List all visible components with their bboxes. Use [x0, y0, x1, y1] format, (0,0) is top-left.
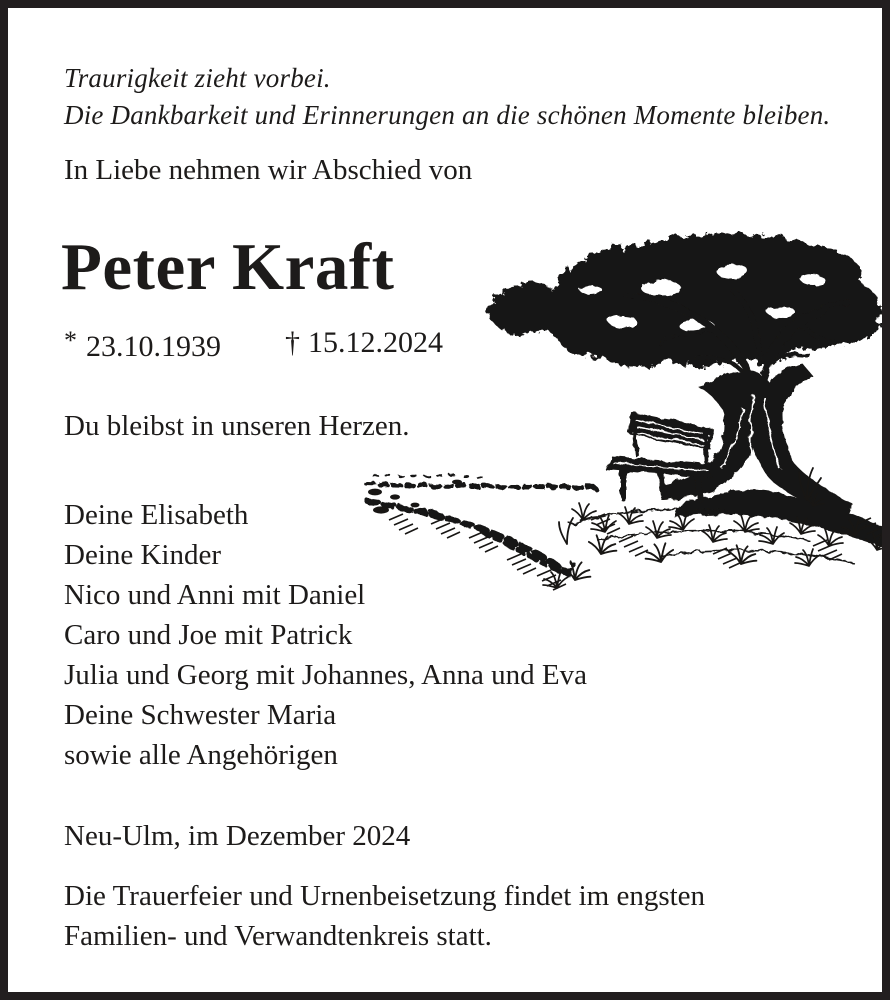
funeral-notice [64, 876, 705, 956]
birth-star-symbol: * [64, 326, 77, 355]
birth-date-value: 23.10.1939 [86, 330, 221, 363]
bench [605, 412, 713, 500]
epigraph-line-2: Die Dankbarkeit und Erinnerungen an die schönen Momente bleiben. [64, 100, 831, 130]
death-date-value: 15.12.2024 [308, 326, 443, 359]
mourner-line: Deine Elisabeth [64, 499, 249, 531]
tree-canopy [487, 234, 881, 367]
mourner-line: Julia und Georg mit Johannes, Anna und Eva [64, 659, 588, 691]
mourner-line: sowie alle Angehörigen [64, 739, 338, 771]
epigraph [64, 60, 830, 134]
funeral-notice-line-1: Die Trauerfeier und Urnenbeisetzung findet im engsten [64, 880, 706, 912]
mourner-line: Caro und Joe mit Patrick [64, 619, 353, 651]
funeral-notice-line-2: Familien- und Verwandtenkreis statt. [64, 920, 492, 952]
tree-bench-illustration [361, 224, 889, 616]
epigraph-line-1: Traurigkeit zieht vorbei. [64, 63, 331, 93]
mourner-line: Deine Schwester Maria [64, 699, 337, 731]
birth-date [64, 326, 221, 364]
deceased-name: Peter Kraft [61, 230, 395, 304]
mourner-line: Nico und Anni mit Daniel [64, 579, 366, 611]
place-date-line: Neu-Ulm, im Dezember 2024 [64, 820, 411, 852]
stone-path [367, 475, 597, 574]
death-cross-symbol: † [285, 326, 300, 359]
mourner-line: Deine Kinder [64, 539, 222, 571]
intro-line: In Liebe nehmen wir Abschied von [64, 154, 473, 186]
motto-line: Du bleibst in unseren Herzen. [64, 410, 410, 442]
